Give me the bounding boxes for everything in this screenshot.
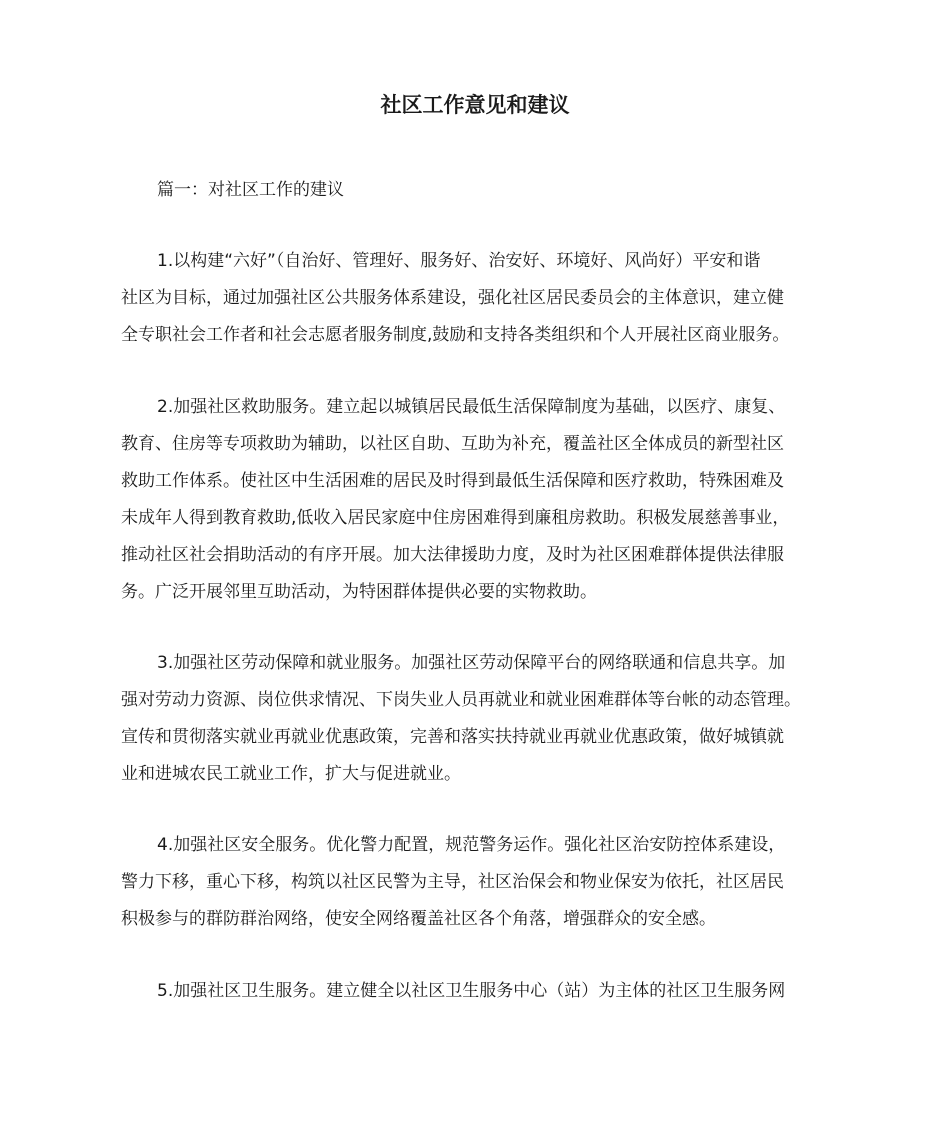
- paragraph-line: 积极参与的群防群治网络，使安全网络覆盖社区各个角落，增强群众的安全感。: [121, 909, 716, 929]
- section-heading: 篇一：对社区工作的建议: [157, 180, 344, 200]
- paragraph-line: 未成年人得到教育救助,低收入居民家庭中住房困难得到廉租房救助。积极发展慈善事业，: [121, 508, 790, 528]
- paragraph-line: 2.加强社区救助服务。建立起以城镇居民最低生活保障制度为基础，以医疗、康复、: [157, 397, 786, 417]
- paragraph-line: 1.以构建“六好”（自治好、管理好、服务好、治安好、环境好、风尚好）平安和谐: [157, 251, 761, 271]
- document-title: 社区工作意见和建议: [380, 93, 570, 117]
- paragraph-3: [121, 645, 841, 793]
- paragraph-1: [121, 243, 841, 354]
- paragraph-2: [121, 389, 841, 611]
- paragraph-4: [121, 827, 841, 938]
- paragraph-line: 社区为目标，通过加强社区公共服务体系建设，强化社区居民委员会的主体意识，建立健: [121, 288, 784, 308]
- paragraph-5: [121, 973, 841, 1010]
- paragraph-line: 务。广泛开展邻里互助活动，为特困群体提供必要的实物救助。: [121, 582, 597, 602]
- paragraph-line: 3.加强社区劳动保障和就业服务。加强社区劳动保障平台的网络联通和信息共享。加: [157, 653, 786, 673]
- paragraph-line: 强对劳动力资源、岗位供求情况、下岗失业人员再就业和就业困难群体等台帐的动态管理。: [121, 690, 801, 710]
- paragraph-line: 警力下移，重心下移，构筑以社区民警为主导，社区治保会和物业保安为依托，社区居民: [121, 872, 784, 892]
- paragraph-line: 业和进城农民工就业工作，扩大与促进就业。: [121, 764, 461, 784]
- paragraph-line: 教育、住房等专项救助为辅助，以社区自助、互助为补充，覆盖社区全体成员的新型社区: [121, 434, 784, 454]
- paragraph-line: 救助工作体系。使社区中生活困难的居民及时得到最低生活保障和医疗救助，特殊困难及: [121, 471, 784, 491]
- paragraph-line: 推动社区社会捐助活动的有序开展。加大法律援助力度，及时为社区困难群体提供法律服: [121, 545, 784, 565]
- paragraph-line: 4.加强社区安全服务。优化警力配置，规范警务运作。强化社区治安防控体系建设，: [157, 835, 786, 855]
- paragraph-line: 5.加强社区卫生服务。建立健全以社区卫生服务中心（站）为主体的社区卫生服务网: [157, 981, 786, 1001]
- paragraph-line: 宣传和贯彻落实就业再就业优惠政策，完善和落实扶持就业再就业优惠政策，做好城镇就: [121, 727, 784, 747]
- paragraph-line: 全专职社会工作者和社会志愿者服务制度,鼓励和支持各类组织和个人开展社区商业服务。: [121, 325, 790, 345]
